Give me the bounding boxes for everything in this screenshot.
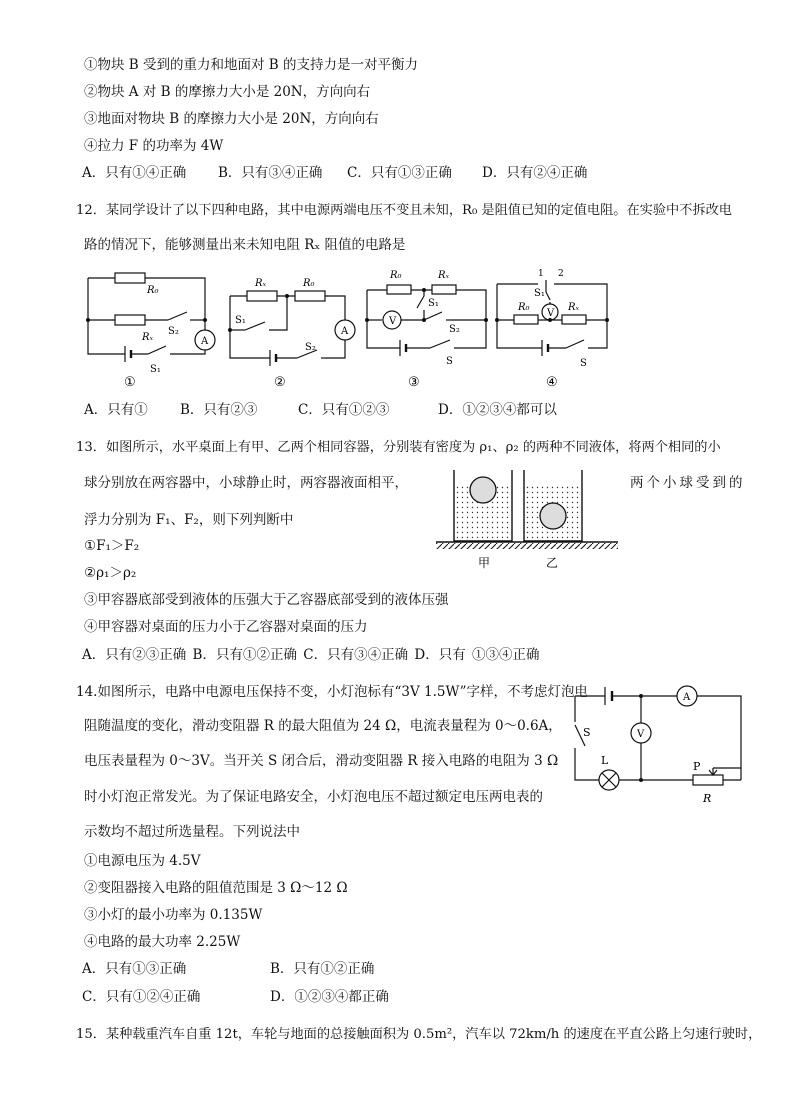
q12-stem-line2: 路的情况下，能够测量出来未知电阻 Rₓ 阻值的电路是 (84, 237, 406, 253)
circuit-4-r0-label: R₀ (518, 302, 530, 313)
circuit-4-voltmeter-label: V (547, 308, 555, 319)
circuit-3-s1-label: S₁ (428, 298, 439, 309)
circuit-3-s2-label: S₂ (449, 324, 460, 335)
q14-switch-label: S (583, 726, 591, 739)
q13-item-3: ③甲容器底部受到液体的压强大于乙容器底部受到的液体压强 (84, 592, 449, 608)
q11-option-a: A．只有①④正确 (82, 165, 187, 181)
q12-option-a: A．只有① (84, 402, 148, 418)
q14-stem-line1: 14.如图所示，电路中电源电压保持不变，小灯泡标有“3V 1.5W”字样，不考虑灯泡电 (76, 684, 588, 700)
q14-stem-line4: 时小灯泡正常发光。为了保证电路安全，小灯泡电压不超过额定电压两电表的 (84, 789, 543, 805)
circuit-3-r0-label: R₀ (390, 270, 402, 281)
q11-item-2: ②物块 A 对 B 的摩擦力大小是 20N，方向向右 (84, 84, 371, 100)
q14-item-1: ①电源电压为 4.5V (84, 853, 201, 869)
q12-stem-line1: 12．某同学设计了以下四种电路，其中电源两端电压不变且未知，R₀ 是阻值已知的定值电阻。在实验中不拆改电 (76, 203, 732, 218)
circuit-2-s1-label: S₁ (235, 315, 246, 326)
q14-item-3: ③小灯的最小功率为 0.135W (84, 907, 263, 923)
q14-item-4: ④电路的最大功率 2.25W (84, 934, 241, 950)
q13-item-1: ①F₁＞F₂ (84, 538, 140, 554)
q13-item-2: ②ρ₁＞ρ₂ (84, 565, 137, 581)
circuit-2-r0-label: R₀ (303, 278, 315, 289)
circuit-1-s1-label: S₁ (150, 364, 161, 375)
q11-item-4: ④拉力 F 的功率为 4W (84, 138, 224, 154)
q12-option-b: B．只有②③ (180, 402, 258, 418)
q14-option-a: A．只有①③正确 (82, 961, 187, 977)
circuit-4-rx-label: Rₓ (568, 302, 580, 313)
q11-option-d: D．只有②④正确 (482, 165, 588, 181)
q13-container-yi-label: 乙 (546, 556, 559, 570)
circuit-4-s-label: S (580, 358, 587, 369)
circuit-2-number: ② (274, 375, 286, 390)
q14-slider-label: P (693, 760, 701, 773)
circuit-4-point-2: 2 (558, 269, 564, 279)
circuit-4-diagram (492, 262, 612, 390)
q14-voltmeter-label: V (637, 729, 645, 740)
circuit-2-diagram (225, 268, 360, 390)
q14-item-2: ②变阻器接入电路的阻值范围是 3 Ω～12 Ω (84, 880, 348, 896)
circuit-3-number: ③ (408, 375, 420, 390)
q11-item-1: ①物块 B 受到的重力和地面对 B 的支持力是一对平衡力 (84, 57, 419, 73)
q13-stem-line3: 浮力分别为 F₁、F₂，则下列判断中 (84, 512, 294, 528)
circuit-4-s1-label: S₁ (534, 288, 545, 299)
q14-stem-line2: 阻随温度的变化，滑动变阻器 R 的最大阻值为 24 Ω，电流表量程为 0～0.6A， (84, 718, 562, 734)
q11-item-3: ③地面对物块 B 的摩擦力大小是 20N，方向向右 (84, 111, 379, 127)
circuit-3-diagram (362, 262, 492, 390)
q13-stem-line1: 13．如图所示，水平桌面上有甲、乙两个相同容器，分别装有密度为 ρ₁、ρ₂ 的两种不同液体，将两个相同的小 (76, 440, 721, 455)
q14-stem-line5: 示数均不超过所选量程。下列说法中 (84, 824, 300, 840)
q14-rheostat-label: R (703, 792, 712, 805)
q14-stem-line3: 电压表量程为 0～3V。当开关 S 闭合后，滑动变阻器 R 接入电路的电阻为 3 Ω (84, 753, 559, 769)
circuit-2-ammeter-label: A (341, 326, 349, 337)
circuit-1-s2-label: S₂ (168, 326, 179, 337)
q12-option-d: D．①②③④都可以 (438, 402, 557, 418)
circuit-4-point-1: 1 (538, 269, 544, 279)
q15-stem-line1: 15．某种载重汽车自重 12t，车轮与地面的总接触面积为 0.5m²，汽车以 72km/h 的速度在平直公路上匀速行驶时， (76, 1027, 762, 1042)
circuit-1-rx-label: Rₓ (142, 332, 154, 343)
circuit-1-r0-label: R₀ (147, 285, 159, 296)
circuit-1-diagram (80, 268, 220, 390)
q11-option-b: B．只有③④正确 (218, 165, 323, 181)
q11-option-c: C．只有①③正确 (347, 165, 452, 181)
q14-option-c: C．只有①②④正确 (82, 989, 201, 1005)
circuit-3-s-label: S (446, 356, 453, 367)
q14-lamp-label: L (601, 754, 609, 767)
q13-stem-line2b: 两个小球受到的 (630, 475, 746, 491)
circuit-2-rx-label: Rₓ (255, 278, 267, 289)
circuit-3-voltmeter-label: V (389, 316, 397, 327)
circuit-3-rx-label: Rₓ (438, 270, 450, 281)
q12-option-c: C．只有①②③ (298, 402, 390, 418)
q13-stem-line2a: 球分别放在两容器中，小球静止时，两容器液面相平， (84, 475, 408, 491)
circuit-1-ammeter-label: A (201, 336, 209, 347)
q13-containers-figure (436, 466, 621, 571)
q14-option-b: B．只有①②正确 (270, 961, 375, 977)
q14-circuit-figure (565, 680, 750, 810)
circuit-4-number: ④ (546, 375, 558, 390)
q14-option-d: D．①②③④都正确 (270, 989, 389, 1005)
circuit-1-number: ① (124, 375, 136, 390)
q14-ammeter-label: A (683, 692, 691, 703)
q13-item-4: ④甲容器对桌面的压力小于乙容器对桌面的压力 (84, 619, 368, 635)
q13-container-jia-label: 甲 (478, 556, 491, 570)
q13-options: A．只有②③正确 B．只有①②正确 C．只有③④正确 D．只有 ①③④正确 (82, 647, 540, 663)
circuit-2-s2-label: S₂ (305, 342, 316, 353)
